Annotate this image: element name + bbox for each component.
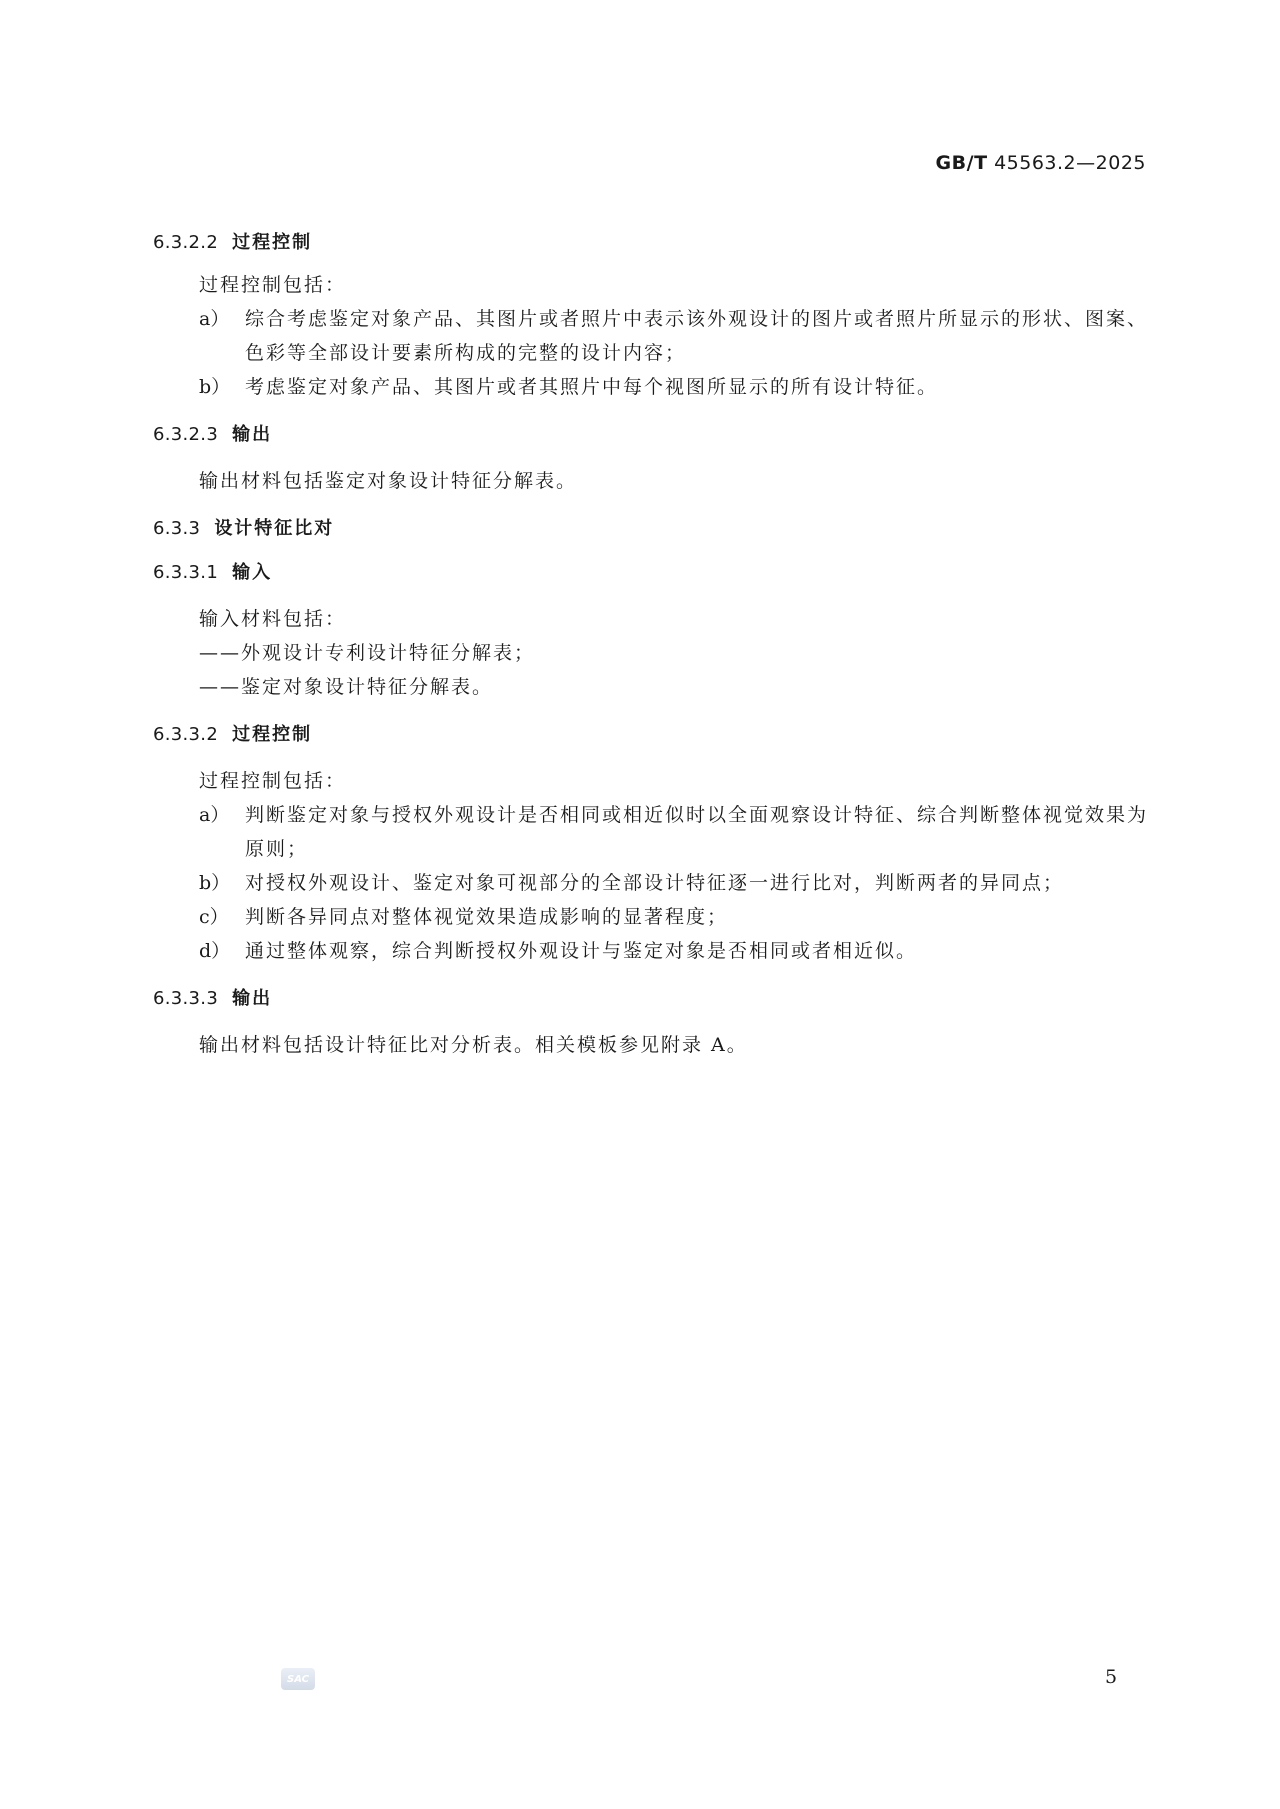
section-number: 6.3.3.3 [153, 988, 219, 1009]
section-text: 输出材料包括设计特征比对分析表。相关模板参见附录 A。 [199, 1034, 748, 1056]
section-number: 6.3.2.2 [153, 232, 219, 253]
section-title: 过程控制 [232, 724, 313, 745]
section-intro: 过程控制包括： [199, 770, 347, 792]
section-title: 输出 [232, 424, 273, 445]
page-number: 5 [1105, 1666, 1118, 1688]
list-item [153, 370, 1149, 404]
dash-item: ——外观设计专利设计特征分解表； [199, 642, 536, 664]
list-marker: b） [199, 376, 231, 398]
list-text: 通过整体观察，综合判断授权外观设计与鉴定对象是否相同或者相近似。 [245, 940, 918, 962]
sac-logo-icon: SAC [281, 1668, 315, 1690]
list-marker: a） [199, 804, 230, 826]
document-code [936, 152, 1146, 174]
list-item [153, 302, 1149, 370]
document-code-number: 45563.2—2025 [987, 152, 1146, 174]
section-intro: 过程控制包括： [199, 274, 347, 296]
section-title: 输出 [232, 988, 273, 1009]
list-text: 判断鉴定对象与授权外观设计是否相同或相近似时以全面观察设计特征、综合判断整体视觉效果为原则； [245, 804, 1149, 860]
list-text: 考虑鉴定对象产品、其图片或者其照片中每个视图所显示的所有设计特征。 [245, 376, 939, 398]
section-title: 输入 [232, 562, 273, 583]
list-item [153, 866, 1149, 900]
section-title: 设计特征比对 [214, 518, 335, 539]
list-marker: c） [199, 906, 229, 928]
page-content [153, 230, 1149, 1062]
section-text: 输出材料包括鉴定对象设计特征分解表。 [199, 470, 578, 492]
section-intro: 输入材料包括： [199, 608, 347, 630]
section-heading-6333 [153, 986, 1149, 1012]
list-item [153, 934, 1149, 968]
list-text: 对授权外观设计、鉴定对象可视部分的全部设计特征逐一进行比对，判断两者的异同点； [245, 872, 1065, 894]
list-marker: a） [199, 308, 230, 330]
section-number: 6.3.3 [153, 518, 201, 539]
document-code-prefix: GB/T [935, 152, 988, 174]
section-title: 过程控制 [232, 232, 313, 253]
section-heading-6331 [153, 560, 1149, 586]
section-number: 6.3.2.3 [153, 424, 219, 445]
list-marker: b） [199, 872, 231, 894]
list-marker: d） [199, 940, 231, 962]
section-heading-6332 [153, 722, 1149, 748]
list-text: 综合考虑鉴定对象产品、其图片或者照片中表示该外观设计的图片或者照片所显示的形状、图案、色彩等全部设计要素所构成的完整的设计内容； [245, 308, 1149, 364]
dash-item: ——鉴定对象设计特征分解表。 [199, 676, 494, 698]
section-number: 6.3.3.1 [153, 562, 219, 583]
list-item [153, 900, 1149, 934]
section-heading-633 [153, 516, 1149, 542]
list-text: 判断各异同点对整体视觉效果造成影响的显著程度； [245, 906, 729, 928]
section-number: 6.3.3.2 [153, 724, 219, 745]
section-heading-6322 [153, 230, 1149, 256]
section-heading-6323 [153, 422, 1149, 448]
list-item [153, 798, 1149, 866]
